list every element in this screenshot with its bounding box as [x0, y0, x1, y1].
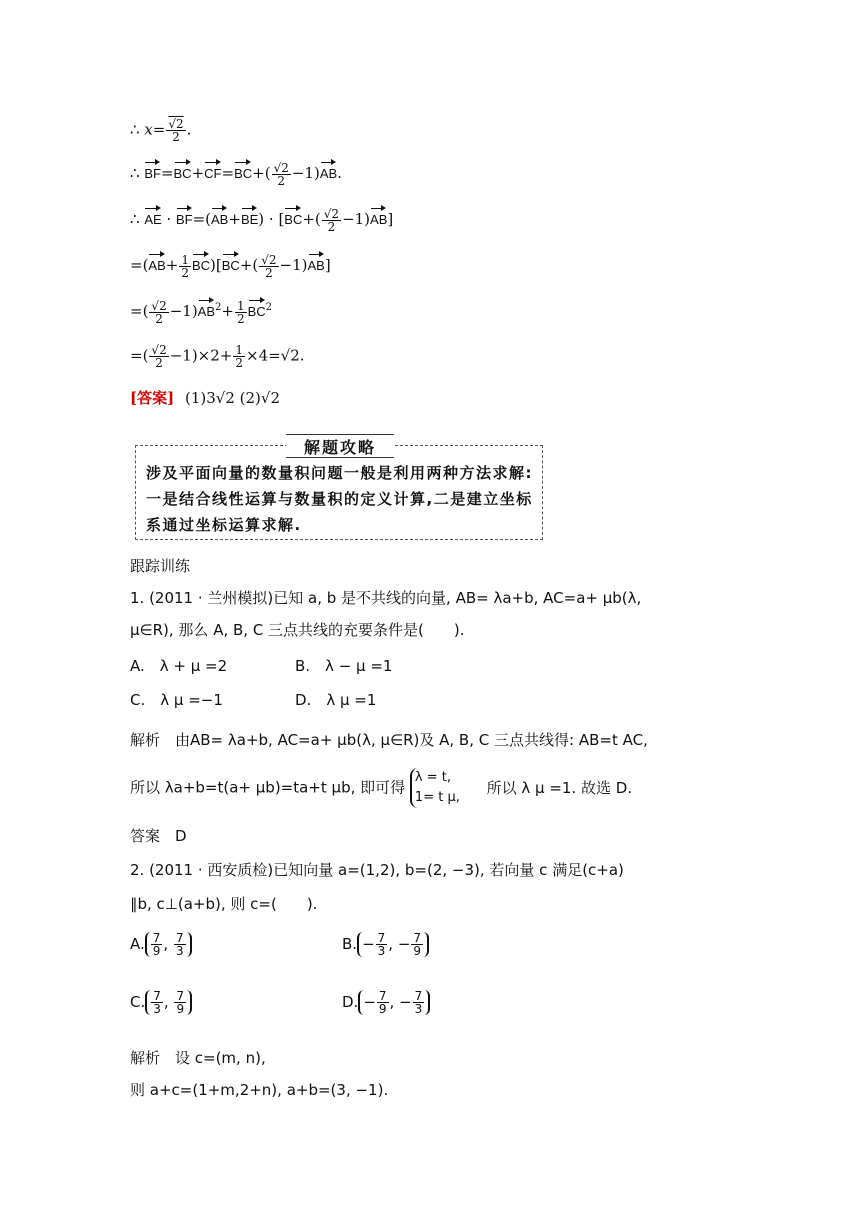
q2-option-a-label: A. [130, 935, 145, 953]
q1-brace-eq-2: 1= t μ, [414, 790, 460, 805]
q1-brace-eq-1: λ = t, [414, 770, 452, 785]
numerator: 7 [152, 931, 161, 945]
q1-analysis-line-2 [130, 768, 632, 808]
denominator: 9 [176, 1002, 185, 1016]
q2-option-b [342, 932, 429, 957]
q2-stem-line-1: 2. (2011 · 西安质检)已知向量 a=(1,2), b=(2, −3), 若向量 c 满足(c+a) [130, 861, 624, 879]
q2-option-c-label: C. [130, 993, 146, 1011]
tip-box-text: 涉及平面向量的数量积问题一般是利用两种方法求解:一是结合线性运算与数量积的定义计算,二是建立坐标系通过坐标运算求解. [146, 464, 534, 534]
q2-analysis-line-1: 解析 设 c=(m, n), [130, 1049, 266, 1067]
denominator: 9 [413, 944, 422, 958]
tip-box-title: 解题攻略 [286, 434, 394, 458]
sign: − [362, 935, 375, 953]
q2-option-a-vector: $\frac{7}{9}$ , $\frac{7}{3}$ [145, 932, 192, 957]
q2-option-c [130, 990, 192, 1015]
answer-line [130, 388, 280, 408]
q2-analysis-line-2: 则 a+c=(1+m,2+n), a+b=(3, −1). [130, 1081, 389, 1099]
sign: − [399, 993, 412, 1011]
section-title: 跟踪训练 [130, 557, 191, 575]
denominator: 3 [175, 944, 184, 958]
solution-line-4: =(AB+ $\frac{1}{2}$ BC)[BC+( $\frac{√2}{2}$ −1)AB] [130, 252, 331, 280]
q1-option-b: B. λ − μ =1 [295, 657, 393, 675]
numerator: 7 [175, 931, 184, 945]
numerator: 7 [176, 989, 185, 1003]
numerator: 7 [378, 989, 387, 1003]
answer-text: (1)3√2 (2)√2 [184, 389, 280, 407]
solution-line-5: =( $\frac{√2}{2}$ $-1)AB^2+$ $\frac{1}{2}$ $BC^2$ [130, 298, 273, 326]
q1-analysis-line-1: 解析 由AB= λa+b, AC=a+ μb(λ, μ∈R)及 A, B, C 三点共线得: AB=t AC, [130, 731, 648, 749]
denominator: 3 [377, 944, 386, 958]
q2-option-d-label: D. [342, 993, 359, 1011]
q1-option-c: C. λ μ =−1 [130, 691, 223, 709]
q1-brace-system [410, 768, 460, 808]
q2-option-b-vector: − $\frac{7}{3}$ , − $\frac{7}{9}$ [357, 932, 429, 957]
q1-stem-line-2: μ∈R), 那么 A, B, C 三点共线的充要条件是( ). [130, 621, 465, 639]
solution-line-2: ∴ BF=BC+CF=BC+( $\frac{√2}{2}$ −1)AB. [130, 160, 342, 188]
q1-analysis-part-b: 所以 λ μ =1. 故选 D. [486, 778, 633, 797]
denominator: 3 [414, 1002, 423, 1016]
answer-tag: [答案] [130, 389, 175, 407]
q1-stem-line-1: 1. (2011 · 兰州模拟)已知 a, b 是不共线的向量, AB= λa+b, AC=a+ μb(λ, [130, 589, 642, 607]
numerator: 7 [413, 931, 422, 945]
denominator: 9 [152, 944, 161, 958]
numerator: 7 [377, 931, 386, 945]
q2-option-d-vector: − $\frac{7}{9}$ , − $\frac{7}{3}$ [358, 990, 430, 1015]
sign: − [363, 993, 376, 1011]
q1-answer: 答案 D [130, 827, 187, 845]
q2-option-c-vector: $\frac{7}{3}$ , $\frac{7}{9}$ [145, 990, 192, 1015]
tip-box [135, 438, 543, 540]
q2-option-b-label: B. [342, 935, 358, 953]
solution-line-3: ∴ AE · BF=(AB+BE) · [BC+( $\frac{√2}{2}$ −1)AB] [130, 206, 394, 234]
q1-analysis-part-a: 所以 λa+b=t(a+ μb)=ta+t μb, 即可得 [130, 778, 406, 797]
denominator: 9 [378, 1002, 387, 1016]
numerator: 7 [153, 989, 161, 1003]
solution-line-1: ∴ x= $\frac{√2}{2}$ . [130, 117, 192, 144]
q2-option-d [342, 990, 430, 1015]
denominator: 3 [153, 1002, 161, 1016]
sign: − [397, 935, 411, 953]
q1-option-d: D. λ μ =1 [295, 691, 377, 709]
q1-option-a: A. λ + μ =2 [130, 657, 228, 675]
q2-stem-line-2: ∥b, c⊥(a+b), 则 c=( ). [130, 895, 318, 913]
numerator: 7 [414, 989, 423, 1003]
q2-option-a [130, 932, 192, 957]
solution-line-6: =( $\frac{√2}{2}$ −1)×2+ $\frac{1}{2}$ ×4=√2. [130, 343, 305, 370]
